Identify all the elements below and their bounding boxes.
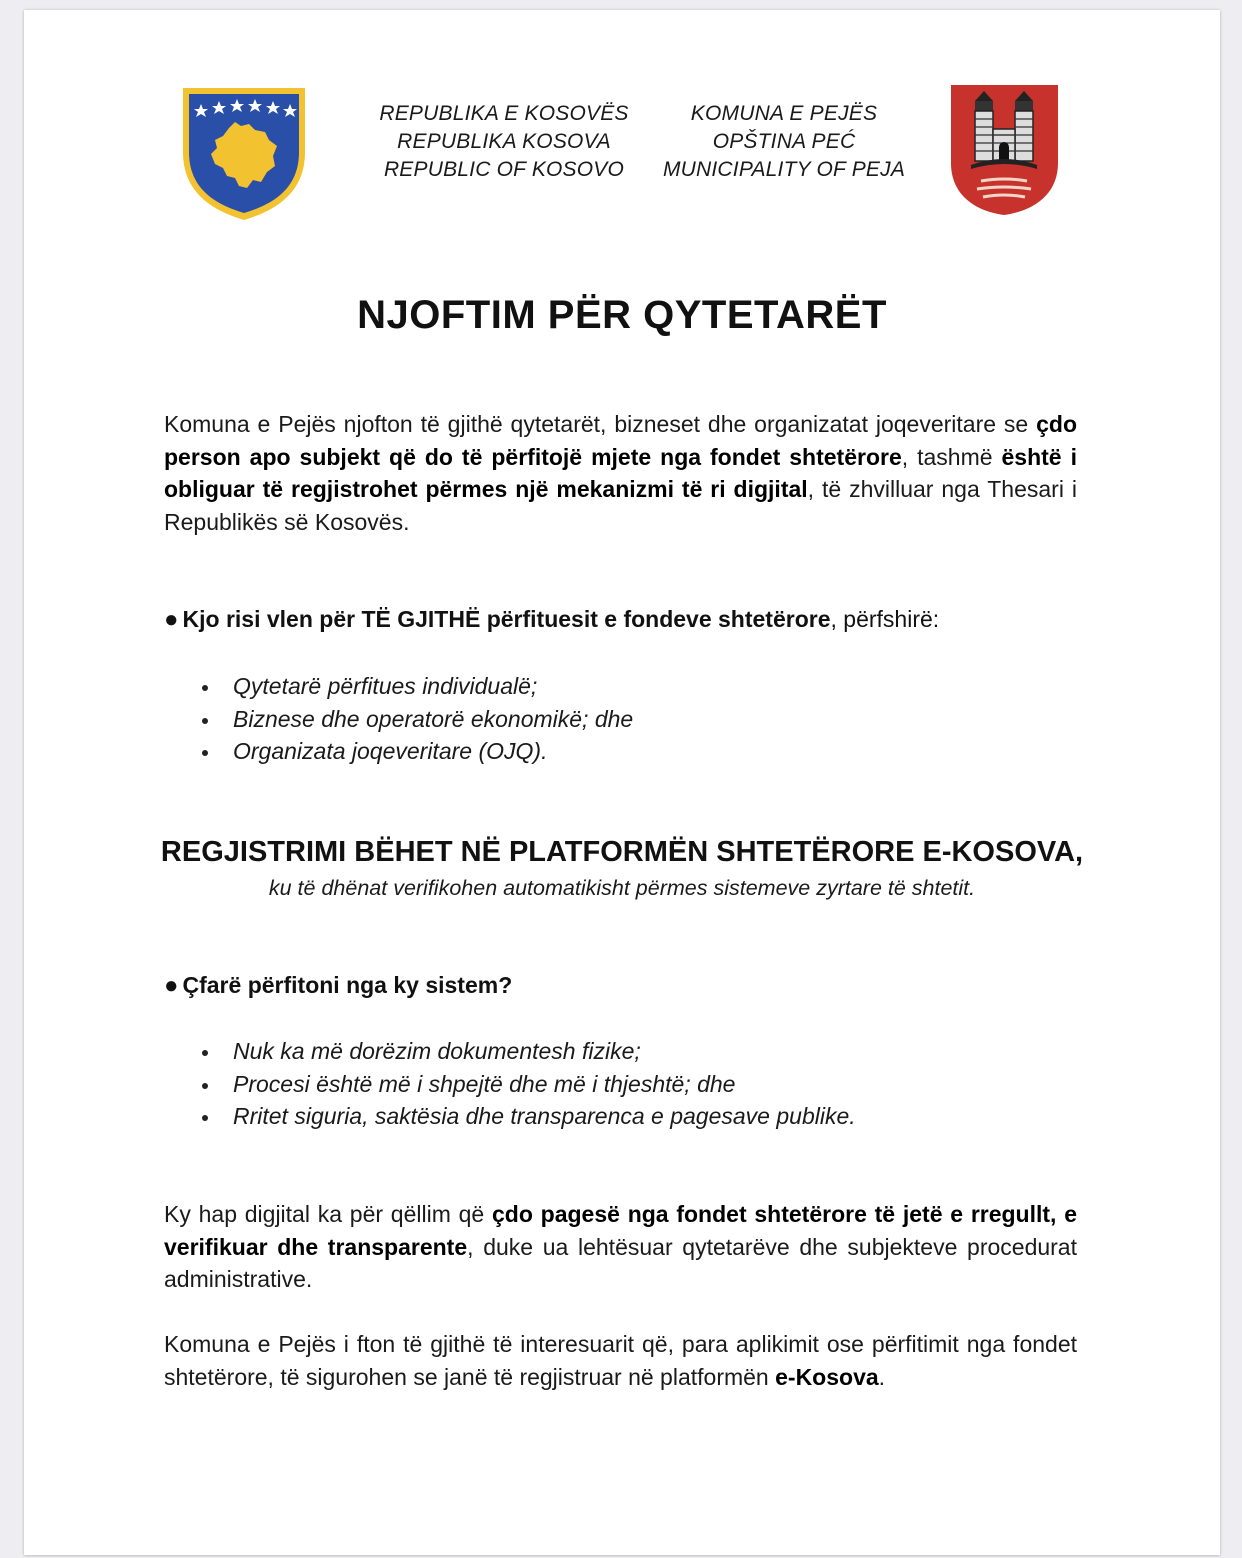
purpose-text: , duke ua lehtësuar qytetarëve dhe subjekteve procedurat administrative.: [164, 1233, 1077, 1292]
page-title: NJOFTIM PËR QYTETARËT: [357, 293, 887, 337]
beneficiaries-list: [199, 670, 1099, 768]
closing-paragraph: [164, 1328, 1077, 1393]
beneficiaries-heading: [164, 604, 1104, 635]
bullet-icon: ●: [164, 972, 179, 999]
intro-text: Komuna e Pejës njofton të gjithë qytetarët, bizneset dhe organizatat joqeveritare se: [164, 411, 1037, 437]
benefits-heading: [164, 970, 1104, 1001]
intro-paragraph: [164, 408, 1077, 538]
registration-heading: REGJISTRIMI BËHET NË PLATFORMËN SHTETËRORE E-KOSOVA,: [160, 836, 1084, 868]
state-name-block: [354, 100, 654, 184]
peja-coat-of-arms-icon: [949, 83, 1060, 217]
bullet-icon: ●: [164, 606, 179, 633]
municipality-name-block: [644, 100, 924, 184]
document-page: [24, 10, 1220, 1555]
kosovo-coat-of-arms-icon: [177, 82, 311, 224]
beneficiaries-heading-rest: , përfshirë:: [830, 606, 940, 632]
intro-text: , tashmë: [901, 443, 1002, 470]
letterhead: [24, 10, 1220, 250]
state-name-serbian: REPUBLIKA KOSOVA: [397, 130, 611, 153]
benefits-heading-bold: Çfarë përfitoni nga ky sistem?: [182, 972, 513, 998]
purpose-emphasis: çdo pagesë nga fondet shtetërore të jetë e rregullt, e verifikuar dhe transparente: [164, 1201, 1077, 1260]
municipality-name-english: MUNICIPALITY OF PEJA: [662, 158, 906, 181]
intro-emphasis: çdo person apo subjekt që do të përfitojë mjete nga fondet shtetërore: [164, 411, 1077, 470]
list-item: Organizata joqeveritare (OJQ).: [199, 735, 1099, 768]
list-item: Rritet siguria, saktësia dhe transparenca e pagesave publike.: [199, 1100, 1099, 1133]
intro-text: , të zhvilluar nga Thesari i Republikës së Kosovës.: [164, 476, 1077, 535]
closing-text: .: [878, 1363, 886, 1390]
state-name-english: REPUBLIC OF KOSOVO: [383, 158, 625, 181]
ekosova-emphasis: e-Kosova: [775, 1363, 879, 1390]
beneficiaries-heading-bold: Kjo risi vlen për TË GJITHË përfituesit e fondeve shtetërore: [182, 606, 831, 632]
list-item: Qytetarë përfitues individualë;: [199, 670, 1099, 703]
list-item: Nuk ka më dorëzim dokumentesh fizike;: [199, 1035, 1099, 1068]
list-item: Procesi është më i shpejtë dhe më i thjeshtë; dhe: [199, 1068, 1099, 1101]
state-name-albanian: REPUBLIKA E KOSOVËS: [379, 102, 629, 125]
purpose-paragraph: [164, 1198, 1077, 1296]
registration-subheading: ku të dhënat verifikohen automatikisht përmes sistemeve zyrtare të shtetit.: [268, 876, 976, 900]
purpose-text: Ky hap digjital ka për qëllim që: [164, 1201, 492, 1227]
benefits-list: [199, 1035, 1099, 1133]
list-item: Biznese dhe operatorë ekonomikë; dhe: [199, 703, 1099, 736]
closing-text: Komuna e Pejës i fton të gjithë të interesuarit që, para aplikimit ose përfitimit nga fondet shtetërore, të sigurohen se janë të regjistruar në platformën: [164, 1331, 1077, 1390]
intro-emphasis: është i obliguar të regjistrohet përmes një mekanizmi të ri digjital: [164, 443, 1077, 502]
municipality-name-serbian: OPŠTINA PEĆ: [712, 130, 856, 153]
municipality-name-albanian: KOMUNA E PEJËS: [690, 102, 878, 125]
